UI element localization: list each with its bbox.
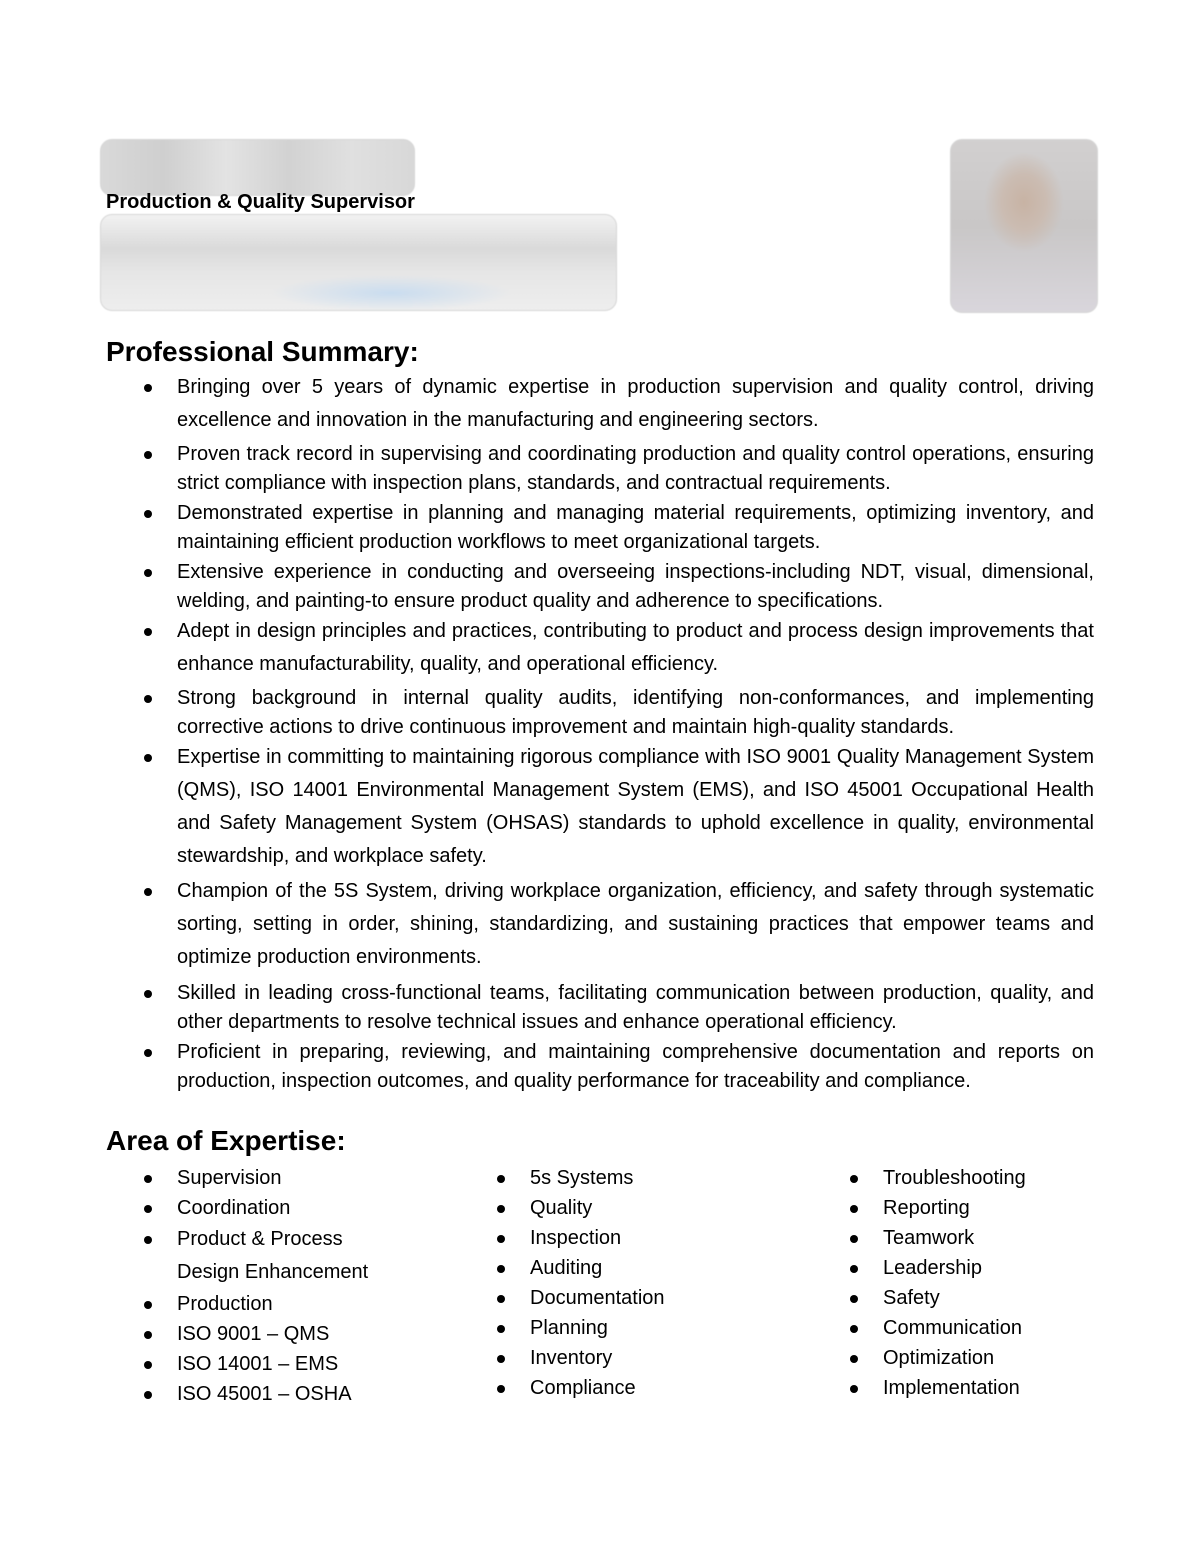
bullet-icon [850,1175,858,1183]
summary-item [177,371,1094,437]
expertise-item: ISO 45001 – OSHA [177,1379,387,1409]
bullet-icon [144,1331,152,1339]
summary-item [177,979,1094,1037]
bullet-icon [144,628,152,636]
expertise-item: Documentation [530,1283,665,1313]
bullet-icon [144,569,152,577]
bullet-icon [497,1355,505,1363]
summary-item [177,684,1094,742]
expertise-item: Teamwork [883,1223,1026,1253]
bullet-icon [850,1355,858,1363]
bullet-icon [497,1205,505,1213]
summary-item [177,1038,1094,1096]
expertise-item: Coordination [177,1193,387,1223]
expertise-item: Compliance [530,1373,665,1403]
expertise-item: 5s Systems [530,1163,665,1193]
expertise-item: Auditing [530,1253,665,1283]
expertise-item: Inventory [530,1343,665,1373]
bullet-icon [144,1175,152,1183]
bullet-icon [144,510,152,518]
bullet-icon [850,1295,858,1303]
summary-item-text: Proven track record in supervising and coordinating production and quality control operations, ensuring strict compliance with inspection plans, standards, and contractual requirements. [177,443,1094,494]
redacted-profile-photo [950,139,1098,313]
summary-item-text: Proficient in preparing, reviewing, and maintaining comprehensive documentation and reports on production, inspection outcomes, and quality performance for traceability and compliance. [177,1041,1094,1092]
bullet-icon [497,1175,505,1183]
expertise-column-2 [530,1163,665,1403]
summary-item [177,741,1094,873]
expertise-item: Supervision [177,1163,387,1193]
expertise-column-3 [883,1163,1026,1403]
bullet-icon [850,1235,858,1243]
bullet-icon [497,1295,505,1303]
bullet-icon [144,451,152,459]
job-title: Production & Quality Supervisor [106,191,415,213]
bullet-icon [144,1361,152,1369]
expertise-column-1 [177,1163,387,1409]
summary-item [177,615,1094,681]
summary-item [177,558,1094,616]
summary-item [177,499,1094,557]
bullet-icon [144,1391,152,1399]
summary-item-text: Skilled in leading cross-functional teams, facilitating communication between production, quality, and other departments to resolve technical issues and enhance operational efficiency. [177,982,1094,1033]
bullet-icon [497,1325,505,1333]
expertise-heading: Area of Expertise: [106,1125,346,1156]
expertise-item: Leadership [883,1253,1026,1283]
expertise-item: Optimization [883,1343,1026,1373]
summary-item [177,875,1094,974]
bullet-icon [144,695,152,703]
expertise-item: Implementation [883,1373,1026,1403]
bullet-icon [497,1235,505,1243]
summary-item-text: Extensive experience in conducting and overseeing inspections-including NDT, visual, dimensional, welding, and painting-to ensure product quality and adherence to specifications. [177,561,1094,612]
expertise-item: ISO 14001 – EMS [177,1349,387,1379]
bullet-icon [850,1205,858,1213]
bullet-icon [144,754,152,762]
bullet-icon [144,888,152,896]
expertise-item: Communication [883,1313,1026,1343]
expertise-item: ISO 9001 – QMS [177,1319,387,1349]
expertise-item: Planning [530,1313,665,1343]
summary-item-text: Bringing over 5 years of dynamic expertise in production supervision and quality control, driving excellence and innovation in the manufacturing and engineering sectors. [177,376,1094,431]
summary-item-text: Adept in design principles and practices, contributing to product and process design improvements that enhance manufacturability, quality, and operational efficiency. [177,620,1094,675]
expertise-item: Production [177,1289,387,1319]
bullet-icon [497,1265,505,1273]
summary-item [177,440,1094,498]
bullet-icon [497,1385,505,1393]
bullet-icon [144,384,152,392]
expertise-item: Product & Process Design Enhancement [177,1223,387,1289]
bullet-icon [850,1385,858,1393]
expertise-item: Inspection [530,1223,665,1253]
summary-item-text: Champion of the 5S System, driving workplace organization, efficiency, and safety through systematic sorting, setting in order, shining, standardizing, and sustaining practices that empower teams and optimize production environments. [177,880,1094,968]
bullet-icon [144,1205,152,1213]
bullet-icon [144,1301,152,1309]
expertise-item: Quality [530,1193,665,1223]
summary-item-text: Expertise in committing to maintaining rigorous compliance with ISO 9001 Quality Management System (QMS), ISO 14001 Environmental Management System (EMS), and ISO 45001 Occupational Health and Safety Management System (OHSAS) standards to uphold excellence in quality, environmental stewardship, and workplace safety. [177,746,1094,867]
summary-heading: Professional Summary: [106,336,419,367]
expertise-item: Reporting [883,1193,1026,1223]
summary-item-text: Demonstrated expertise in planning and managing material requirements, optimizing inventory, and maintaining efficient production workflows to meet organizational targets. [177,502,1094,553]
expertise-item: Troubleshooting [883,1163,1026,1193]
bullet-icon [144,1236,152,1244]
redacted-contact-info [100,214,617,311]
redacted-name [100,139,415,196]
bullet-icon [144,990,152,998]
summary-item-text: Strong background in internal quality audits, identifying non-conformances, and implementing corrective actions to drive continuous improvement and maintain high-quality standards. [177,687,1094,738]
bullet-icon [850,1265,858,1273]
bullet-icon [850,1325,858,1333]
expertise-item: Safety [883,1283,1026,1313]
bullet-icon [144,1049,152,1057]
